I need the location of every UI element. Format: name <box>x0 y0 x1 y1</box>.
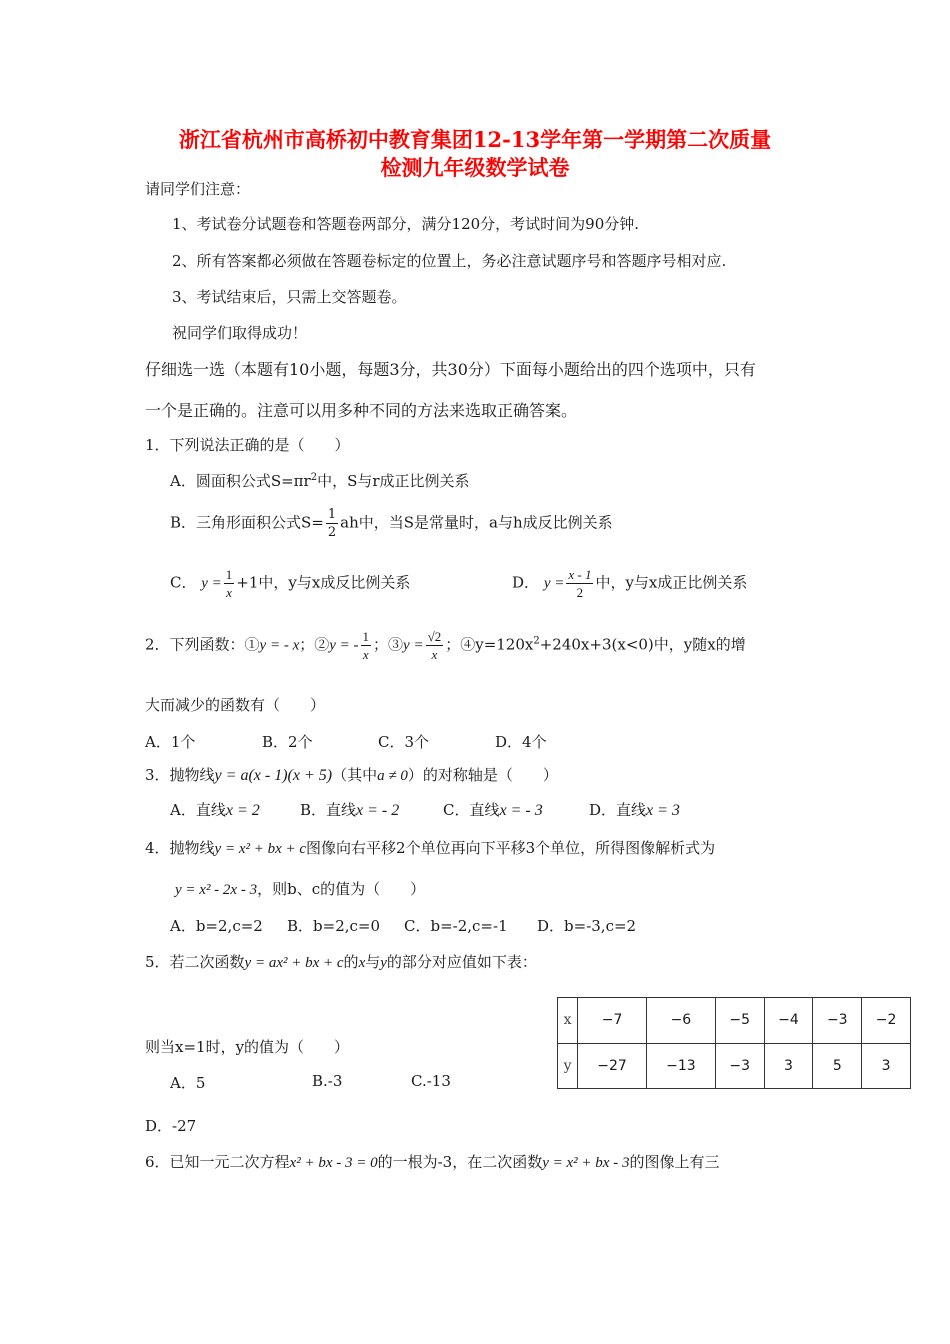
q2-pre: 2．下列函数：① <box>145 635 260 654</box>
table-cell: −3 <box>715 1043 764 1089</box>
table-cell: −27 <box>578 1043 647 1089</box>
q5-mid: 的 <box>343 953 359 971</box>
table-cell: −6 <box>646 998 715 1044</box>
option-a-post: 中，S与r成正比例关系 <box>317 472 470 490</box>
q3-b-label: B．直线 <box>300 801 357 819</box>
question-5-option-d: D．-27 <box>145 1117 197 1135</box>
table-cell: −2 <box>862 998 911 1044</box>
q5-mid-2: 与 <box>365 953 381 971</box>
question-1-option-d <box>512 568 747 599</box>
table-cell: 3 <box>862 1043 911 1089</box>
fraction-numerator: √2 <box>427 629 442 644</box>
q6-pre: 6．已知一元二次方程 <box>145 1153 290 1171</box>
section-1-intro-line-1: 仔细选一选（本题有10小题，每题3分，共30分）下面每小题给出的四个选项中，只有 <box>145 360 756 379</box>
q3-pre: 3．抛物线 <box>145 766 215 784</box>
table-row-x <box>558 998 911 1044</box>
q3-b-value: x = - 2 <box>356 802 400 819</box>
notice-item-1: 1、考试卷分试题卷和答题卷两部分，满分120分，考试时间为90分钟. <box>172 215 640 233</box>
question-3-option-b <box>300 799 399 820</box>
q4-formula-2: y = x² - 2x - 3 <box>175 882 258 898</box>
q2-function-1: y = - x <box>259 637 300 654</box>
page-title-line-1: 浙江省杭州市高桥初中教育集团12-13学年第一学期第二次质量 <box>178 127 772 152</box>
question-3-option-d <box>589 799 680 820</box>
q5-pre: 5．若二次函数 <box>145 953 245 971</box>
question-4-stem-line-2 <box>175 878 425 899</box>
question-2-stem <box>145 630 746 661</box>
question-5-ask: 则当x=1时，y的值为（ ） <box>145 1038 350 1056</box>
q4-pre: 4．抛物线 <box>145 839 215 857</box>
question-3-option-c <box>443 799 543 820</box>
option-d-lhs: y = <box>543 575 565 592</box>
q4-post-2: ，则b、c的值为（ ） <box>257 880 426 898</box>
fraction-numerator: x - 1 <box>568 567 592 582</box>
table-cell: 5 <box>813 1043 862 1089</box>
question-3-stem <box>145 764 558 785</box>
q5-post: 的部分对应值如下表： <box>386 953 537 971</box>
option-c-lhs: y = <box>201 575 222 592</box>
question-1-option-a <box>170 470 470 491</box>
fraction-denominator: 2 <box>576 585 584 600</box>
question-4-option-b: B．b=2,c=0 <box>287 917 381 935</box>
option-a-pre: A．圆面积公式S=πr <box>170 472 311 490</box>
table-header-y: y <box>558 1043 578 1089</box>
q3-a-label: A．直线 <box>170 801 226 819</box>
question-4-option-a: A．b=2,c=2 <box>170 917 263 935</box>
q4-formula: y = x² + bx + c <box>214 841 307 857</box>
notice-item-3: 3、考试结束后，只需上交答题卷。 <box>172 288 407 306</box>
section-1-intro-line-2: 一个是正确的。注意可以用多种不同的方法来选取正确答案。 <box>145 401 578 420</box>
question-2-option-d: D．4个 <box>495 733 547 751</box>
option-c-fraction <box>224 568 235 599</box>
question-2-option-c: C．3个 <box>378 733 430 751</box>
fraction-denominator: x <box>362 647 369 662</box>
table-cell: −5 <box>715 998 764 1044</box>
question-2-stem-line-2: 大而减少的函数有（ ） <box>145 696 326 714</box>
q5-var-y: y <box>380 955 387 971</box>
q3-post: ）的对称轴是（ ） <box>407 766 558 784</box>
question-5-option-a: A．5 <box>170 1074 206 1092</box>
q3-d-value: x = 3 <box>646 802 680 819</box>
option-b-pre: B．三角形面积公式S= <box>170 513 324 532</box>
question-1-option-c <box>170 568 410 599</box>
option-c-rest: +1 <box>236 573 259 592</box>
fraction-denominator: 2 <box>327 525 337 540</box>
table-cell: −4 <box>764 998 813 1044</box>
q3-d-label: D．直线 <box>589 801 647 819</box>
q2-function-3-lhs: y = <box>403 637 424 654</box>
page-title-line-2: 检测九年级数学试卷 <box>380 155 570 180</box>
q6-mid: 的一根为-3，在二次函数 <box>377 1153 543 1171</box>
question-4-option-c: C．b=-2,c=-1 <box>404 917 508 935</box>
fraction-denominator: x <box>431 647 438 662</box>
table-header-x: x <box>558 998 578 1044</box>
q3-mid: （其中 <box>332 766 378 784</box>
q2-sep-4: ；④y=120x <box>445 635 534 654</box>
question-1-option-b <box>170 508 613 539</box>
question-3-option-a <box>170 799 260 820</box>
value-table <box>557 997 911 1089</box>
option-b-post: ah中，当S是常量时，a与h成反比例关系 <box>340 513 613 532</box>
question-2-option-b: B．2个 <box>262 733 313 751</box>
q2-function-2-lhs: y = - <box>329 637 359 654</box>
q2-sup: 2 <box>533 635 540 647</box>
q3-a-value: x = 2 <box>225 802 260 819</box>
question-6-stem <box>145 1151 719 1172</box>
option-d-post: 中，y与x成正比例关系 <box>595 573 748 592</box>
table-cell: −3 <box>813 998 862 1044</box>
q5-formula: y = ax² + bx + c <box>244 955 344 971</box>
question-4-stem <box>145 837 715 858</box>
q2-sep-3: ；③ <box>373 635 404 654</box>
q2-sep-2: ；② <box>299 635 330 654</box>
q3-c-value: x = - 3 <box>499 802 543 819</box>
option-d-label: D． <box>512 573 540 592</box>
notice-heading: 请同学们注意： <box>145 180 251 198</box>
q6-formula: x² + bx - 3 = 0 <box>289 1155 378 1171</box>
option-b-fraction <box>326 508 338 539</box>
fraction-numerator: 1 <box>327 507 337 522</box>
option-c-label: C． <box>170 573 197 592</box>
table-row-y <box>558 1043 911 1089</box>
q3-c-label: C．直线 <box>443 801 500 819</box>
table-cell: −7 <box>578 998 647 1044</box>
question-2-option-a: A．1个 <box>145 733 196 751</box>
q3-condition: a ≠ 0 <box>377 768 408 784</box>
q3-formula: y = a(x - 1)(x + 5) <box>214 767 333 784</box>
table-cell: 3 <box>764 1043 813 1089</box>
question-5-option-c: C.-13 <box>411 1072 451 1090</box>
notice-item-2: 2、所有答案都必须做在答题卷标定的位置上，务必注意试题序号和答题序号相对应. <box>172 252 727 270</box>
notice-wish: 祝同学们取得成功！ <box>172 324 308 342</box>
question-5-stem <box>145 951 537 972</box>
question-5-option-b: B.-3 <box>312 1072 343 1090</box>
option-d-fraction <box>566 568 593 599</box>
q6-formula-2: y = x² + bx - 3 <box>542 1155 630 1171</box>
table-cell: −13 <box>646 1043 715 1089</box>
q5-var-x: x <box>358 955 366 971</box>
fraction-numerator: 1 <box>362 629 370 644</box>
q2-function-3-fraction <box>426 630 444 661</box>
fraction-denominator: x <box>226 585 232 600</box>
q6-post: 的图像上有三 <box>629 1153 720 1171</box>
option-a-sup: 2 <box>310 472 318 483</box>
q2-mid: +240x+3(x<0)中，y随x的增 <box>539 635 746 654</box>
q4-post: 图像向右平移2个单位再向下平移3个单位，所得图像解析式为 <box>306 839 716 857</box>
q2-function-2-fraction <box>361 630 372 661</box>
fraction-numerator: 1 <box>225 567 233 582</box>
question-1-stem: 1．下列说法正确的是（ ） <box>145 436 350 454</box>
question-4-option-d: D．b=-3,c=2 <box>537 917 637 935</box>
option-c-post: 中，y与x成反比例关系 <box>258 573 411 592</box>
